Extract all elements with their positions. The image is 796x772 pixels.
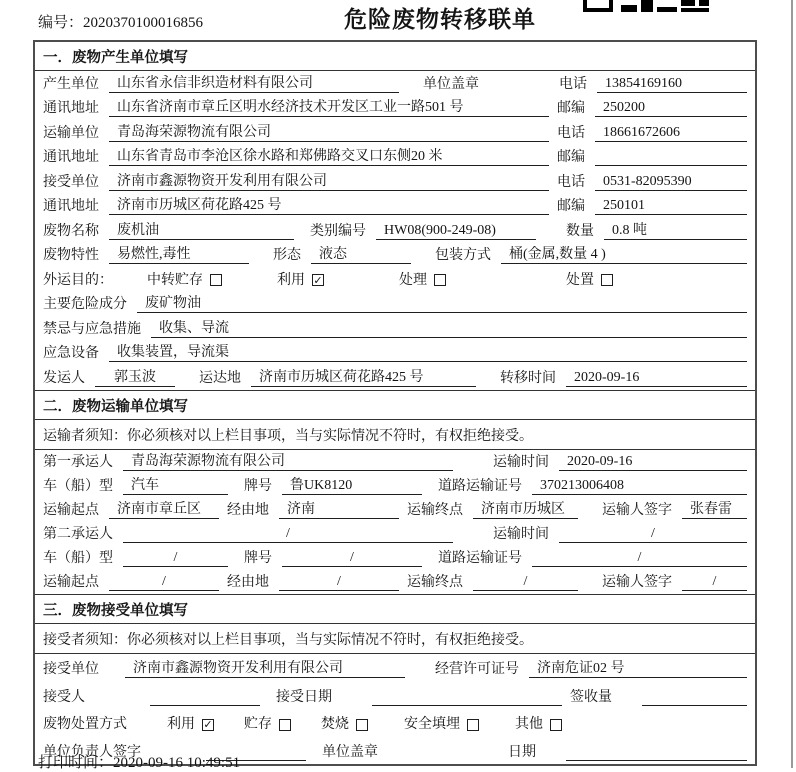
checkbox-label: 中转贮存 bbox=[147, 272, 203, 288]
equipment-value: 收集装置，导流渠 bbox=[109, 344, 747, 362]
consignor-label: 发运人 bbox=[43, 370, 85, 386]
purpose-option-utilize bbox=[277, 272, 324, 289]
address-label: 通讯地址 bbox=[43, 150, 99, 165]
accept-date-value bbox=[372, 689, 562, 706]
unit-seal-label: 单位盖章 bbox=[322, 744, 378, 760]
carrier-value: / bbox=[123, 525, 453, 543]
checkbox-label: 安全填埋 bbox=[404, 717, 460, 732]
unit-seal-label: 单位盖章 bbox=[423, 76, 479, 92]
via-label: 经由地 bbox=[227, 574, 269, 590]
checkbox-icon bbox=[356, 719, 368, 731]
origin-label: 运输起点 bbox=[43, 502, 99, 518]
section2-notice: 运输者须知：你必须核对以上栏目事项，当与实际情况不符时，有权拒绝接受。 bbox=[35, 420, 755, 450]
zip-value bbox=[595, 149, 747, 166]
business-license-label: 经营许可证号 bbox=[435, 662, 519, 677]
section3-body bbox=[35, 654, 755, 764]
vehicle-type-label: 车（船）型 bbox=[43, 478, 113, 494]
producer-unit-value: 山东省永信非织造材料有限公司 bbox=[109, 75, 399, 93]
purpose-label: 外运目的： bbox=[43, 272, 113, 288]
via-value: / bbox=[279, 573, 399, 591]
section2-title: 二．废物运输单位填写 bbox=[35, 390, 755, 420]
qr-block bbox=[657, 7, 677, 12]
row-disposal-method bbox=[35, 709, 755, 737]
vehicle-type-value: / bbox=[123, 549, 228, 567]
date-value bbox=[566, 744, 747, 761]
checkbox-label: 处理 bbox=[399, 272, 427, 288]
plate-label: 牌号 bbox=[244, 550, 272, 566]
terminal-label: 运输终点 bbox=[407, 574, 463, 590]
terminal-value: / bbox=[473, 573, 578, 591]
hazard-value: 废矿物油 bbox=[137, 295, 747, 313]
section3-notice: 接受者须知：你必须核对以上栏目事项，当与实际情况不符时，有权拒绝接受。 bbox=[35, 624, 755, 654]
disposal-option-other bbox=[515, 716, 562, 733]
zip-label: 邮编 bbox=[557, 101, 585, 116]
checkbox-label: 处置 bbox=[566, 272, 594, 288]
transfer-time-label: 转移时间 bbox=[500, 370, 556, 386]
qr-code-fragment bbox=[583, 0, 713, 13]
serial-label: 编号： bbox=[38, 15, 84, 31]
form-state-value: 液态 bbox=[311, 246, 411, 264]
row-consignor bbox=[35, 365, 755, 390]
section2-body bbox=[35, 450, 755, 594]
signed-quantity-value bbox=[642, 689, 747, 706]
checkbox-label: 贮存 bbox=[244, 717, 272, 732]
form-state-label: 形态 bbox=[273, 248, 301, 263]
packing-value: 桶(金属,数量 4 ) bbox=[501, 246, 747, 264]
carrier-signature-value: 张春雷 bbox=[682, 501, 747, 519]
producer-unit-label: 产生单位 bbox=[43, 76, 99, 92]
waste-name-value: 废机油 bbox=[109, 222, 294, 240]
transport-time-value: 2020-09-16 bbox=[559, 453, 747, 471]
row-emergency-equipment bbox=[35, 341, 755, 366]
checkbox-label: 利用 bbox=[277, 272, 305, 288]
address-label: 通讯地址 bbox=[43, 101, 99, 116]
checkbox-icon: ✓ bbox=[203, 718, 213, 731]
row-second-vehicle bbox=[35, 546, 755, 570]
row-hazard-component bbox=[35, 292, 755, 317]
row-acceptor bbox=[35, 681, 755, 709]
row-waste-name bbox=[35, 218, 755, 243]
road-license-label: 道路运输证号 bbox=[438, 478, 522, 494]
phone-label: 电话 bbox=[559, 76, 587, 92]
transfer-form bbox=[33, 40, 757, 766]
row-accept-unit bbox=[35, 654, 755, 682]
road-license-label: 道路运输证号 bbox=[438, 550, 522, 566]
signed-quantity-label: 签收量 bbox=[570, 689, 612, 705]
qr-block bbox=[699, 0, 709, 6]
row-producer-address bbox=[35, 96, 755, 121]
zip-value: 250101 bbox=[595, 197, 747, 215]
disposal-option-incinerate bbox=[321, 716, 368, 733]
consignor-value: 郭玉波 bbox=[95, 369, 175, 387]
phone-label: 电话 bbox=[557, 125, 585, 141]
checkbox-icon bbox=[210, 274, 222, 286]
terminal-label: 运输终点 bbox=[407, 502, 463, 518]
vehicle-type-value: 汽车 bbox=[123, 477, 228, 495]
page-edge-line bbox=[791, 0, 793, 768]
quantity-label: 数量 bbox=[566, 223, 594, 239]
row-receiver-unit bbox=[35, 169, 755, 194]
vehicle-type-label: 车（船）型 bbox=[43, 550, 113, 566]
transport-unit-label: 运输单位 bbox=[43, 125, 99, 141]
qr-block bbox=[583, 0, 613, 12]
acceptor-value bbox=[150, 689, 260, 706]
address-label: 通讯地址 bbox=[43, 199, 99, 214]
row-transport-unit bbox=[35, 120, 755, 145]
phone-value: 18661672606 bbox=[595, 124, 747, 142]
origin-value: / bbox=[109, 573, 219, 591]
transport-time-label: 运输时间 bbox=[493, 526, 549, 542]
section3-title: 三．废物接受单位填写 bbox=[35, 594, 755, 624]
print-time-value: 2020-09-16 10:49:51 bbox=[113, 755, 241, 771]
via-value: 济南 bbox=[279, 501, 399, 519]
receiver-unit-label: 接受单位 bbox=[43, 174, 99, 190]
accept-unit-value: 济南市鑫源物资开发利用有限公司 bbox=[125, 660, 405, 678]
destination-label: 运达地 bbox=[199, 370, 241, 386]
phone-value: 0531-82095390 bbox=[595, 173, 747, 191]
origin-value: 济南市章丘区 bbox=[109, 501, 219, 519]
category-label: 类别编号 bbox=[310, 223, 366, 239]
transport-time-label: 运输时间 bbox=[493, 454, 549, 470]
waste-name-label: 废物名称 bbox=[43, 223, 99, 239]
checkbox-icon bbox=[550, 719, 562, 731]
accept-date-label: 接受日期 bbox=[276, 689, 332, 705]
acceptor-label: 接受人 bbox=[43, 689, 85, 705]
checkbox-icon bbox=[279, 719, 291, 731]
origin-label: 运输起点 bbox=[43, 574, 99, 590]
terminal-value: 济南市历城区 bbox=[473, 501, 578, 519]
page-title: 危险废物转移联单 bbox=[344, 6, 536, 32]
transport-time-value: / bbox=[559, 525, 747, 543]
qr-block bbox=[641, 0, 653, 12]
address-value: 山东省青岛市李沧区徐水路和郑佛路交叉口东侧20 米 bbox=[109, 148, 549, 166]
character-label: 废物特性 bbox=[43, 248, 99, 263]
print-time-label: 打印时间： bbox=[38, 755, 114, 771]
road-license-value: / bbox=[532, 549, 747, 567]
receiver-unit-value: 济南市鑫源物资开发利用有限公司 bbox=[109, 173, 549, 191]
destination-value: 济南市历城区荷花路425 号 bbox=[251, 369, 476, 387]
qr-block bbox=[621, 5, 637, 12]
carrier-signature-value: / bbox=[682, 573, 747, 591]
purpose-option-treat bbox=[399, 272, 446, 289]
via-label: 经由地 bbox=[227, 502, 269, 518]
disposal-option-landfill bbox=[404, 716, 479, 733]
disposal-option-storage bbox=[244, 716, 291, 733]
carrier-signature-label: 运输人签字 bbox=[602, 574, 672, 590]
row-transfer-purpose bbox=[35, 267, 755, 292]
plate-value: 鲁UK8120 bbox=[282, 477, 422, 495]
carrier-label: 第一承运人 bbox=[43, 454, 113, 470]
checkbox-icon: ✓ bbox=[313, 273, 323, 287]
date-label: 日期 bbox=[508, 744, 536, 760]
address-value: 山东省济南市章丘区明水经济技术开发区工业一路501 号 bbox=[109, 99, 549, 117]
hazard-label: 主要危险成分 bbox=[43, 297, 127, 312]
checkbox-label: 利用 bbox=[167, 717, 195, 732]
checkbox-label: 其他 bbox=[515, 717, 543, 732]
packing-label: 包装方式 bbox=[435, 248, 491, 263]
address-value: 济南市历城区荷花路425 号 bbox=[109, 197, 549, 215]
row-transport-address bbox=[35, 145, 755, 170]
row-second-carrier bbox=[35, 522, 755, 546]
row-producer-unit bbox=[35, 71, 755, 96]
qr-block bbox=[681, 0, 695, 6]
plate-value: / bbox=[282, 549, 422, 567]
row-second-route bbox=[35, 570, 755, 594]
zip-label: 邮编 bbox=[557, 199, 585, 214]
row-first-route bbox=[35, 498, 755, 522]
serial-value: 2020370100016856 bbox=[83, 15, 204, 31]
carrier-signature-label: 运输人签字 bbox=[602, 502, 672, 518]
section1-title: 一．废物产生单位填写 bbox=[35, 42, 755, 71]
accept-unit-label: 接受单位 bbox=[43, 662, 99, 677]
phone-value: 13854169160 bbox=[597, 75, 747, 93]
disposal-label: 废物处置方式 bbox=[43, 717, 127, 732]
row-first-vehicle bbox=[35, 474, 755, 498]
row-receiver-address bbox=[35, 194, 755, 219]
disposal-option-utilize bbox=[167, 716, 214, 733]
zip-value: 250200 bbox=[595, 99, 747, 117]
checkbox-icon bbox=[467, 719, 479, 731]
business-license-value: 济南危证02 号 bbox=[529, 660, 747, 678]
carrier-value: 青岛海荣源物流有限公司 bbox=[123, 453, 453, 471]
carrier-label: 第二承运人 bbox=[43, 526, 113, 542]
qr-block bbox=[681, 8, 709, 12]
purpose-option-dispose bbox=[566, 272, 613, 289]
road-license-value: 370213006408 bbox=[532, 477, 747, 495]
checkbox-label: 焚烧 bbox=[321, 717, 349, 732]
emergency-label: 禁忌与应急措施 bbox=[43, 321, 141, 337]
phone-label: 电话 bbox=[557, 174, 585, 190]
plate-label: 牌号 bbox=[244, 478, 272, 494]
responsible-signature-label: 单位负责人签字 bbox=[43, 744, 141, 760]
zip-label: 邮编 bbox=[557, 150, 585, 165]
purpose-option-storage bbox=[147, 272, 222, 289]
document-header bbox=[0, 0, 796, 40]
row-waste-character bbox=[35, 243, 755, 268]
print-time bbox=[38, 751, 240, 772]
transfer-time-value: 2020-09-16 bbox=[566, 369, 747, 387]
equipment-label: 应急设备 bbox=[43, 346, 99, 361]
emergency-value: 收集、导流 bbox=[151, 320, 747, 338]
category-value: HW08(900-249-08) bbox=[376, 222, 536, 240]
checkbox-icon bbox=[434, 274, 446, 286]
checkbox-icon bbox=[601, 274, 613, 286]
row-emergency-measures bbox=[35, 316, 755, 341]
character-value: 易燃性,毒性 bbox=[109, 246, 249, 264]
quantity-value: 0.8 吨 bbox=[604, 222, 747, 240]
transport-unit-value: 青岛海荣源物流有限公司 bbox=[109, 124, 549, 142]
section1-body bbox=[35, 71, 755, 390]
row-first-carrier bbox=[35, 450, 755, 474]
